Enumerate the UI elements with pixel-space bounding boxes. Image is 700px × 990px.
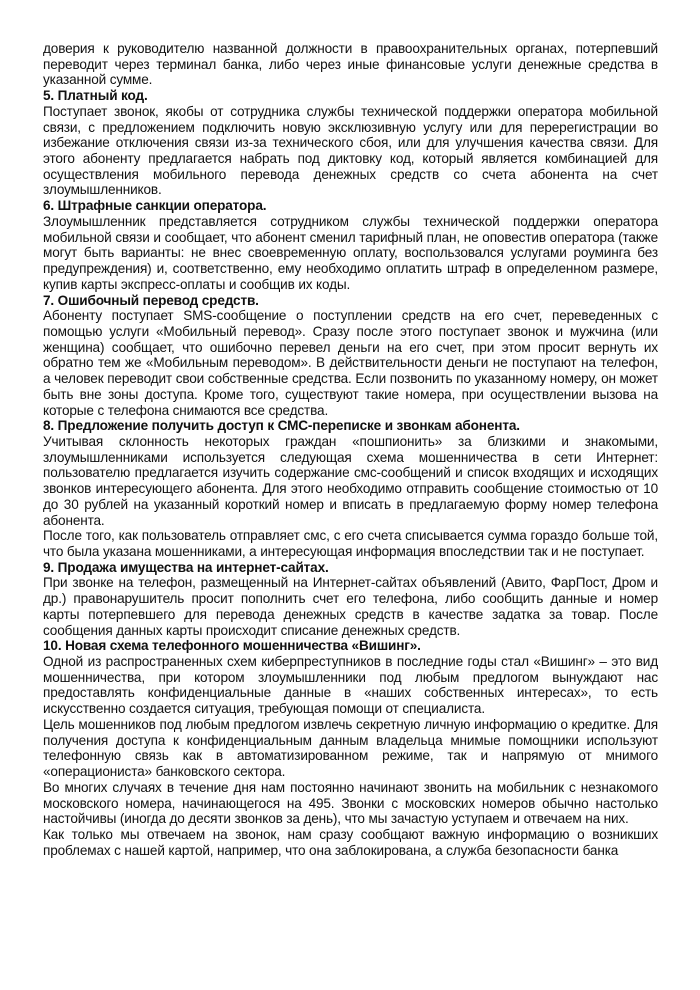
section-heading-10: 10. Новая схема телефонного мошенничества «Вишинг». — [43, 638, 421, 654]
document-page — [43, 41, 658, 858]
section-heading-9: 9. Продажа имущества на интернет-сайтах. — [43, 559, 329, 575]
section-heading-8: 8. Предложение получить доступ к СМС-переписке и звонкам абонента. — [43, 418, 520, 434]
paragraph-paid-code: Поступает звонок, якобы от сотрудника службы технической поддержки оператора мобильной связи, с предложением подключить новую эксклюзивную услугу или для перерегистрации во избежание отключения связи из-за технического сбоя, или для улучшения качества связи. Для этого абоненту предлагается набрать под диктовку код, который является комбинацией для осуществления мобильного перевода денежных средств со счета абонента на счет злоумышленников. — [43, 103, 658, 198]
paragraph-vishing-calls: Во многих случаях в течение дня нам постоянно начинают звонить на мобильник с незнакомого московского номера, начинающегося на 495. Звонки с московских номеров обычно настолько настойчивы (иногда до десяти звонков за день), что мы зачастую уступаем и отвечаем на них. — [43, 779, 658, 827]
section-heading-6: 6. Штрафные санкции оператора. — [43, 198, 267, 214]
paragraph-sms-access-offer: Учитывая склонность некоторых граждан «пошпионить» за близкими и знакомыми, злоумышленниками используется следующая схема мошенничества в сети Интернет: пользователю предлагается изучить содержание смс-сообщений и список входящих и исходящих звонков интересующего абонента. Для этого необходимо отправить сообщение стоимостью от 10 до 30 рублей на указанный короткий номер и вписать в предлагаемую форму номер телефона абонента. — [43, 433, 658, 528]
paragraph-vishing-goal: Цель мошенников под любым предлогом извлечь секретную личную информацию о кредитке. Для получения доступа к конфиденциальным данным владельца мнимые помощники используют телефонную связь как в автоматизированном режиме, так и напрямую от мнимого «операциониста» банковского сектора. — [43, 716, 658, 780]
paragraph-sms-access-result: После того, как пользователь отправляет смс, с его счета списывается сумма гораздо больше той, что была указана мошенниками, а интересующая информация впоследствии так и не поступает. — [43, 528, 658, 559]
section-heading-7: 7. Ошибочный перевод средств. — [43, 292, 259, 308]
paragraph-continuation: доверия к руководителю названной должности в правоохранительных органах, потерпевший переводит через терминал банка, либо через иные финансовые услуги денежные средства в указанной сумме. — [43, 41, 658, 88]
paragraph-mistaken-transfer: Абоненту поступает SMS-сообщение о поступлении средств на его счет, переведенных с помощью услуги «Мобильный перевод». Сразу после этого поступает звонок и мужчина (или женщина) сообщает, что ошибочно перевел деньги на его счет, при этом просит вернуть их обратно тем же «Мобильным переводом». В действительности деньги не поступают на телефон, а человек переводит свои собственные средства. Если позвонить по указанному номеру, он может быть вне зоны доступа. Кроме того, существуют такие номера, при осуществлении вызова на которые с телефона снимаются все средства. — [43, 308, 658, 418]
section-heading-5: 5. Платный код. — [43, 88, 148, 104]
paragraph-operator-fines: Злоумышленник представляется сотрудником службы технической поддержки оператора мобильной связи и сообщает, что абонент сменил тарифный план, не оповестив оператора (также могут быть варианты: не внес своевременную оплату, воспользовался услугами роуминга без предупреждения) и, соответственно, ему необходимо оплатить штраф в определенном размере, купив карты экспресс-оплаты и сообщив их коды. — [43, 213, 658, 292]
paragraph-vishing-answer: Как только мы отвечаем на звонок, нам сразу сообщают важную информацию о возникших проблемах с нашей картой, например, что она заблокирована, а служба безопасности банка — [43, 826, 658, 858]
paragraph-online-sales: При звонке на телефон, размещенный на Интернет-сайтах объявлений (Авито, ФарПост, Дром и др.) правонарушитель просит пополнить счет его телефона, либо сообщить данные и номер карты потерпевшего для перевода денежных средств в качестве задатка за товар. После сообщения данных карты происходит списание денежных средств. — [43, 575, 658, 638]
paragraph-vishing-intro: Одной из распространенных схем киберпреступников в последние годы стал «Вишинг» – это вид мошенничества, при котором злоумышленники под любым предлогом вынуждают нас предоставлять конфиденциальные данные в «наших собственных интересах», то есть искусственно создается ситуация, требующая помощи от специалиста. — [43, 654, 658, 717]
